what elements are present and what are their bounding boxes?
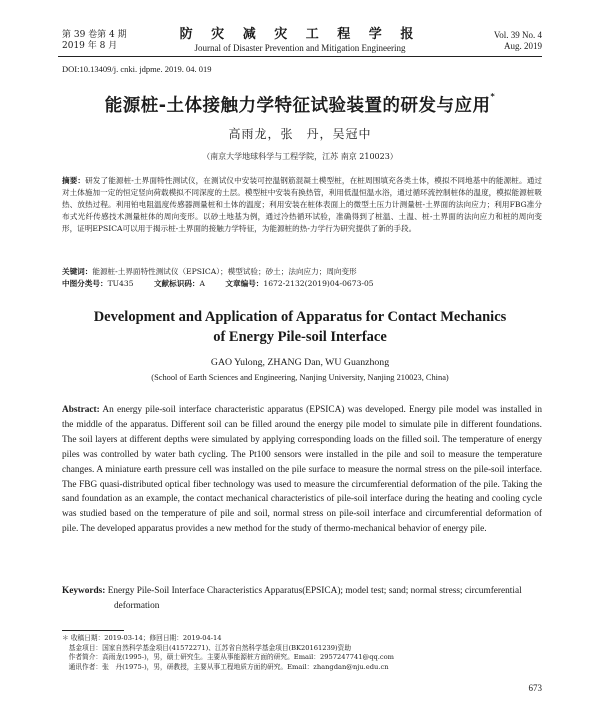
page-number: 673: [528, 683, 542, 693]
abstract-cn-label: 摘要：: [62, 176, 86, 185]
footnote-first-author: 作者简介：高雨龙(1995-)，男，硕士研究生。主要从事能源桩方面的研究。Email：2957247741@qq.com: [62, 653, 395, 662]
doc-code-value: A: [199, 279, 205, 288]
header-rule: [58, 56, 542, 57]
doc-code-group: [154, 279, 205, 288]
abstract-en-text: An energy pile-soil interface characteristic apparatus (EPSICA) was developed. Energy pile model was installed in the middle of the apparatus. Different soil can be filled around the energy pile model to simulate pile in different foundations. The soil layers at different depths were simulated by applying corresponding loads on the filled soil. The temperature of energy piles was controlled by water bath cycling. The Pt100 sensors were installed in the pile and soil to measure the temperature changes. A miniature earth pressure cell was installed on the pile surface to measure the normal stress on the pile-soil interface. The FBG quasi-distributed optical fiber technology was used to measure the circumferential deformation of the pile. Taking the sand foundation as an example, the contact mechanical characteristics of pile-soil interface during the heating and cooling cycle was studied based on the temperature of pile and soil, normal stress on pile-soil interface and circumferential deformation of pile. The developed apparatus provides a new method for the study of thermo-mechanical behavior of energy pile.: [62, 405, 542, 535]
doi: DOI:10.13409/j. cnki. jdpme. 2019. 04. 019: [62, 64, 212, 74]
clc-group: [62, 279, 134, 288]
title-cn: [40, 92, 560, 117]
journal-name-cn: 防 灾 减 灾 工 程 学 报: [179, 27, 421, 42]
footnote-corresponding-author: 通讯作者：张 丹(1975-)，男，研教授，主要从事工程地质方面的研究。Email：zhangdan@nju.edu.cn: [62, 662, 389, 671]
doc-code-label: 文献标识码：: [153, 279, 200, 288]
journal-name-en: Journal of Disaster Prevention and Mitigation Engineering: [194, 43, 406, 53]
volume-issue-cn: 第 39 卷第 4 期: [62, 30, 127, 40]
keywords-cn: [62, 266, 542, 278]
volume-issue-en: Vol. 39 No. 4: [493, 30, 542, 40]
article-no-group: [225, 279, 373, 288]
article-no-label: 文章编号：: [225, 279, 264, 288]
abstract-cn: [62, 175, 542, 235]
article-no-value: 1672-2132(2019)04-0673-05: [263, 279, 374, 288]
footnotes: [62, 634, 542, 672]
abstract-en: [62, 403, 542, 537]
keywords-cn-label: 关键词：: [62, 267, 93, 276]
authors-en: GAO Yulong, ZHANG Dan, WU Guanzhong: [210, 357, 390, 368]
title-en-line2: of Energy Pile-soil Interface: [213, 329, 387, 345]
abstract-cn-text: 研发了能源桩-土界面特性测试仪，在测试仪中安装可控温钢筋混凝土模型桩，在桩周围填充各类土体，模拟不同地基中的能源桩。通过对土体施加一定的恒定竖向荷载模拟不同深度的土层。模型桩中安装有换热管，利用低温恒温水浴，通过循环流控制桩体的温度，模拟能源桩吸热、放热过程。利用铂电阻温度传感器测量桩和土体的温度；利用安装在桩体表面上的微型土压力计测量桩-土界面的法向应力；利用FBG准分布式光纤传感技术测量桩体的周向变形。以砂土地基为例，通过冷热循环试验，准确得到了桩温、土温、桩-土界面的法向应力和桩的周向变形，证明EPSICA可以用于揭示桩-土界面的接触力学特征，为能源桩的热-力学行为研究提供了新的手段。: [62, 176, 543, 234]
keywords-en-text: Energy Pile-Soil Interface Characteristics Apparatus(EPSICA); model test; sand; normal stress; circumferential deformation: [105, 586, 522, 611]
date-cn: 2019 年 8 月: [62, 41, 118, 51]
keywords-cn-text: 能源桩-土界面特性测试仪（EPSICA）；模型试验；砂土；法向应力；周向变形: [92, 267, 357, 276]
title-en-line1: Development and Application of Apparatus for Contact Mechanics: [93, 309, 507, 325]
header-left: [62, 30, 127, 52]
title-footnote-mark: *: [490, 92, 496, 101]
date-en: Aug. 2019: [504, 41, 542, 51]
abstract-en-label: Abstract:: [62, 405, 100, 415]
clc-value: TU435: [107, 279, 134, 288]
header-center: [150, 27, 450, 54]
header-right: [494, 30, 542, 52]
classification-cn: [62, 278, 542, 290]
keywords-en: [62, 584, 542, 614]
keywords-en-label: Keywords:: [62, 586, 106, 596]
footnote-received: ＊ 收稿日期：2019-03-14；修回日期：2019-04-14: [62, 634, 222, 642]
authors-cn: 高雨龙，张 丹，吴冠中: [228, 127, 372, 141]
footnote-funding: 基金项目：国家自然科学基金项目(41572271)、江苏省自然科学基金项目(BK20161239)资助: [62, 643, 352, 652]
title-en: [60, 307, 540, 347]
affiliation-en: (School of Earth Sciences and Engineering, Nanjing University, Nanjing 210023, China): [151, 373, 449, 382]
affiliation-cn: （南京大学地球科学与工程学院，江苏 南京 210023）: [202, 152, 398, 161]
clc-label: 中图分类号：: [62, 279, 108, 288]
footnote-rule: [62, 630, 124, 631]
title-cn-text: 能源桩-土体接触力学特征试验装置的研发与应用: [104, 96, 491, 116]
